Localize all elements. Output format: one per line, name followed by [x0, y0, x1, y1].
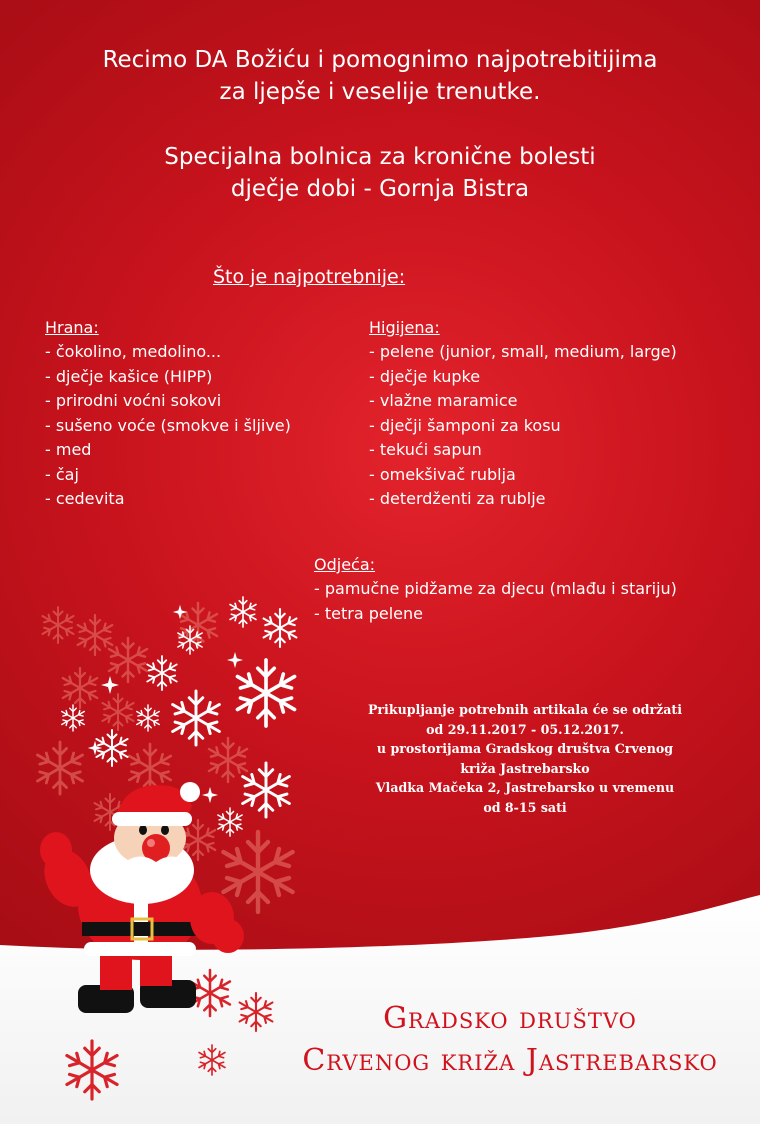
hygiene-list — [369, 340, 677, 512]
info-line: Prikupljanje potrebnih artikala će se održati — [367, 702, 683, 717]
snowflake-icon — [264, 609, 297, 647]
snowflake-icon — [237, 660, 294, 726]
snowflake-icon — [63, 668, 98, 708]
info-line: Vladka Mačeka 2, Jastrebarsko u vremenu — [375, 780, 675, 796]
headline-line-1: Recimo DA Božiću i pomognimo najpotrebitijima — [102, 47, 658, 73]
food-list — [45, 340, 291, 512]
food-section — [45, 316, 291, 512]
snowflake-icon — [62, 705, 84, 731]
snowflake-icon — [218, 808, 242, 836]
sparkle-icon — [202, 787, 218, 803]
snowflake-icon — [209, 738, 247, 782]
list-item: - pelene (junior, small, medium, large) — [369, 342, 677, 361]
list-item: - čokolino, medolino... — [45, 342, 222, 361]
snowflake-icon — [179, 603, 217, 647]
snowflake-icon — [230, 597, 256, 627]
snowflake-icon — [102, 694, 133, 730]
headline-line-2: za ljepše i veselije trenutke. — [219, 79, 541, 105]
list-item: - dječje kašice (HIPP) — [45, 366, 213, 386]
clothing-list — [314, 577, 677, 626]
snowflake-icon — [78, 615, 113, 655]
list-item: - med — [45, 440, 92, 459]
sparkle-icon — [227, 652, 243, 668]
list-item: - tekući sapun — [369, 440, 482, 459]
list-item: - vlažne maramice — [369, 391, 518, 410]
snowflake-icon — [173, 691, 220, 745]
snowflake-icon — [38, 742, 83, 794]
snowflake-icon — [147, 656, 176, 690]
list-item: - čaj — [45, 464, 79, 484]
snowflake-icon — [129, 744, 171, 792]
list-item: - omekšivač rublja — [369, 464, 516, 484]
clothing-heading: Odjeća: — [314, 555, 376, 574]
snowflake-icon — [42, 607, 73, 643]
organization-name — [220, 998, 760, 1082]
list-item: - cedevita — [45, 489, 125, 508]
hospital-name — [0, 141, 760, 205]
list-item: - pamučne pidžame za djecu (mlađu i stariju) — [314, 579, 677, 598]
list-item: - tetra pelene — [314, 603, 423, 623]
headline — [0, 44, 760, 108]
hospital-line-1: Specijalna bolnica za kronične bolesti — [164, 144, 596, 170]
info-line: od 8-15 sati — [483, 799, 567, 815]
list-item: - sušeno voće (smokve i šljive) — [45, 415, 291, 435]
hospital-line-2: dječje dobi - Gornja Bistra — [230, 176, 530, 202]
list-item: - dječje kupke — [369, 366, 481, 386]
snowflake-icon — [109, 638, 147, 682]
hygiene-section — [369, 316, 677, 512]
list-item: - prirodni voćni sokovi — [45, 391, 222, 410]
list-item: - dječji šamponi za kosu — [369, 415, 561, 435]
list-item: - deterdženti za rublje — [369, 489, 546, 508]
info-line: od 29.11.2017 - 05.12.2017. — [426, 721, 624, 737]
info-line: križa Jastrebarsko — [460, 760, 590, 776]
clothing-section — [314, 553, 677, 626]
hygiene-heading: Higijena: — [369, 318, 440, 337]
snowflake-icon — [243, 763, 290, 817]
organization-line-1: Gradsko društvo — [383, 1001, 637, 1036]
organization-line-2: Crvenog križa Jastrebarsko — [302, 1043, 718, 1078]
snowflake-icon — [223, 832, 292, 912]
collection-info — [330, 700, 720, 818]
snowflake-icon — [137, 705, 159, 731]
needs-title: Što je najpotrebnije: — [213, 266, 406, 288]
food-heading: Hrana: — [45, 318, 99, 337]
sparkle-icon — [88, 741, 102, 755]
info-line: u prostorijama Gradskog društva Crvenog — [376, 741, 674, 757]
sparkle-icon — [101, 676, 119, 694]
